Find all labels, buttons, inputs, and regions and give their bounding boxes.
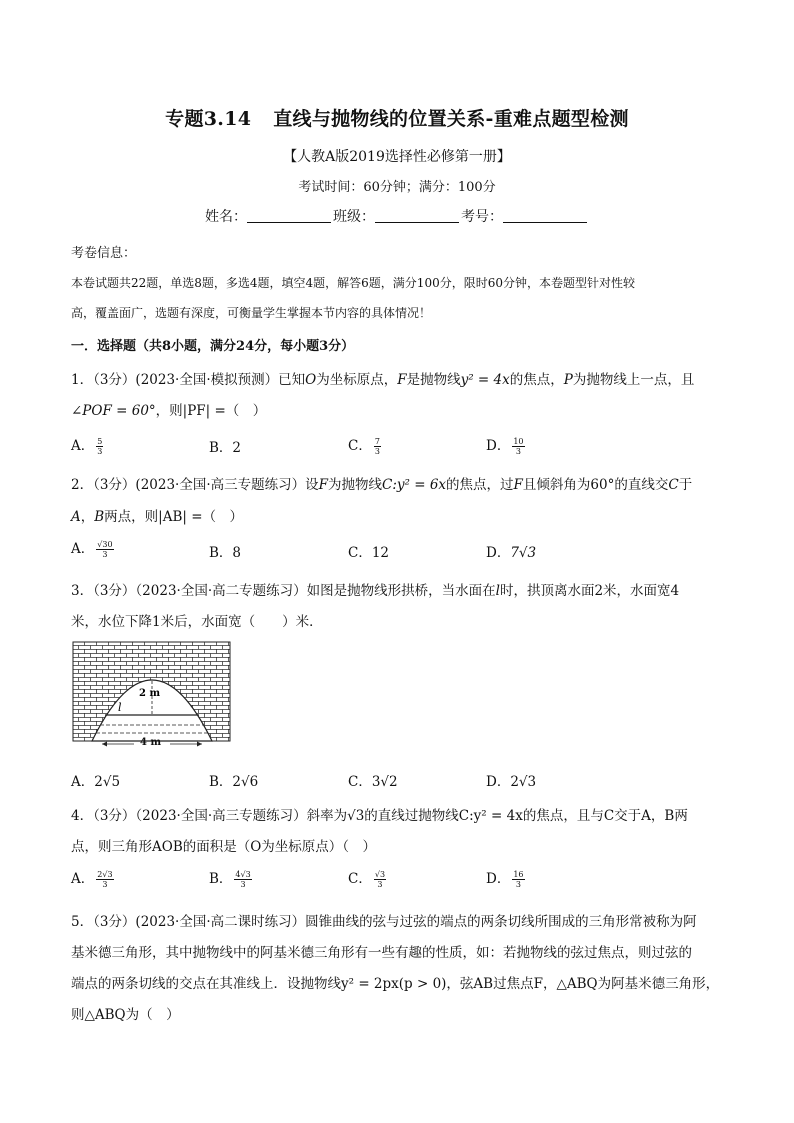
q2-text: 于 bbox=[678, 477, 693, 493]
number-label: 考号： bbox=[461, 209, 503, 225]
q2-var-a: A bbox=[71, 509, 81, 525]
option-letter: D． bbox=[486, 871, 511, 887]
page-title bbox=[0, 104, 794, 131]
title-text: 直线与抛物线的位置关系-重难点题型检测 bbox=[273, 108, 629, 130]
denominator: 3 bbox=[515, 447, 521, 456]
question-2-line-2 bbox=[71, 505, 243, 525]
name-label: 姓名： bbox=[205, 209, 247, 225]
q3-var-l: l bbox=[495, 583, 500, 599]
q2-option-a[interactable] bbox=[71, 537, 114, 559]
label-4m: 4 m bbox=[140, 737, 162, 748]
option-letter: A． bbox=[71, 871, 95, 887]
q2-var-f: F bbox=[318, 477, 329, 493]
option-value: 7√3 bbox=[510, 545, 537, 561]
fraction bbox=[96, 540, 113, 559]
arch-bridge-svg bbox=[72, 641, 232, 743]
q1-angle: ∠POF = 60° bbox=[71, 403, 156, 419]
fraction bbox=[374, 870, 386, 889]
option-letter: D． bbox=[486, 438, 511, 454]
option-letter: C． bbox=[348, 774, 372, 790]
option-letter: D． bbox=[486, 774, 511, 790]
title-number: 专题3.14 bbox=[165, 108, 252, 130]
q2-option-c[interactable] bbox=[348, 541, 389, 561]
numerator: 5 bbox=[97, 437, 103, 446]
option-letter: D． bbox=[486, 545, 511, 561]
denominator: 3 bbox=[240, 880, 246, 889]
question-1-line-1 bbox=[71, 368, 694, 388]
q2-text: 的焦点，过 bbox=[446, 477, 514, 493]
class-label: 班级： bbox=[333, 209, 375, 225]
q4-option-c[interactable] bbox=[348, 867, 386, 889]
option-value: 2√5 bbox=[94, 774, 121, 790]
question-3-line-2: 米，水位下降1米后，水面宽（ ）米． bbox=[71, 614, 323, 630]
q1-text: 为抛物线上一点，且 bbox=[572, 372, 695, 388]
fraction bbox=[512, 437, 524, 456]
q3-option-c[interactable] bbox=[348, 770, 398, 790]
q1-option-a[interactable] bbox=[71, 434, 103, 456]
option-value: 2 bbox=[232, 440, 242, 456]
question-5-line-2: 基米德三角形，其中抛物线中的阿基米德三角形有一些有趣的性质，如：若抛物线的弦过焦点，则过弦的 bbox=[71, 945, 692, 961]
option-letter: B． bbox=[209, 440, 233, 456]
q2-text: 两点，则|AB| =（ ） bbox=[104, 509, 244, 525]
denominator: 3 bbox=[515, 880, 521, 889]
q1-text: 1．（3分）(2023·全国·模拟预测）已知 bbox=[71, 372, 306, 388]
q2-var-c: C bbox=[668, 477, 679, 493]
q1-var-o: O bbox=[305, 372, 317, 388]
question-4-line-1: 4．（3分）（2023·全国·高三专题练习）斜率为√3的直线过抛物线C:y² = 4x的焦点，且与C交于A，B两 bbox=[71, 808, 688, 824]
number-field[interactable] bbox=[503, 208, 587, 223]
option-letter: C． bbox=[348, 871, 372, 887]
option-letter: B． bbox=[209, 774, 233, 790]
option-value: 8 bbox=[232, 545, 242, 561]
fraction bbox=[234, 870, 251, 889]
q1-text: 是抛物线 bbox=[406, 372, 461, 388]
q2-var-f: F bbox=[513, 477, 523, 493]
name-field[interactable] bbox=[247, 208, 331, 223]
q1-var-f: F bbox=[397, 372, 407, 388]
arch-bridge-figure bbox=[72, 641, 232, 743]
option-letter: A． bbox=[71, 541, 95, 557]
q1-text: 为坐标原点， bbox=[316, 372, 398, 388]
denominator: 3 bbox=[102, 880, 108, 889]
option-value: 3√2 bbox=[371, 774, 398, 790]
question-4-line-2: 点，则三角形AOB的面积是（O为坐标原点）（ ） bbox=[71, 839, 377, 855]
label-2m: 2 m bbox=[139, 688, 161, 699]
q1-option-c[interactable] bbox=[348, 434, 381, 456]
q1-option-b[interactable] bbox=[209, 436, 241, 456]
question-1-line-2 bbox=[71, 399, 266, 419]
option-letter: C． bbox=[348, 545, 372, 561]
q2-text: 2．（3分）(2023·全国·高三专题练习）设 bbox=[71, 477, 319, 493]
q2-option-b[interactable] bbox=[209, 541, 241, 561]
numerator: 2√3 bbox=[97, 870, 113, 879]
numerator: 7 bbox=[374, 437, 380, 446]
q1-equation: y² = 4x bbox=[460, 372, 510, 388]
question-5-line-4: 则△ABQ为（ ） bbox=[71, 1007, 180, 1023]
q1-option-d[interactable] bbox=[486, 434, 525, 456]
q3-text: 时，拱顶离水面2米，水面宽4 bbox=[499, 583, 680, 599]
fraction bbox=[512, 870, 524, 889]
question-5-line-3: 端点的两条切线的交点在其准线上．设抛物线y² = 2px(p > 0)，弦AB过焦点F，△ABQ为阿基米德三角形， bbox=[71, 976, 720, 992]
fraction bbox=[96, 437, 103, 456]
option-letter: C． bbox=[348, 438, 372, 454]
q1-var-p: P bbox=[563, 372, 573, 388]
class-field[interactable] bbox=[375, 208, 459, 223]
fraction bbox=[96, 870, 113, 889]
denominator: 3 bbox=[377, 880, 383, 889]
numerator: √30 bbox=[97, 540, 113, 549]
option-letter: A． bbox=[71, 438, 95, 454]
exam-info: 考试时间：60分钟；满分：100分 bbox=[298, 180, 496, 195]
q1-text: ，则|PF| =（ ） bbox=[155, 403, 267, 419]
info-line-1: 本卷试题共22题，单选8题，多选4题，填空4题，解答6题，满分100分，限时60分钟，本卷题型针对性较 bbox=[71, 276, 635, 290]
denominator: 3 bbox=[97, 447, 103, 456]
denominator: 3 bbox=[374, 447, 380, 456]
fraction bbox=[374, 437, 381, 456]
numerator: 4√3 bbox=[235, 870, 251, 879]
q3-option-b[interactable] bbox=[209, 770, 258, 790]
option-letter: B． bbox=[209, 545, 233, 561]
q2-equation: C:y² = 6x bbox=[382, 477, 447, 493]
numerator: 10 bbox=[513, 437, 524, 446]
question-3-line-1 bbox=[71, 579, 679, 599]
section-heading: 一．选择题（共8小题，满分24分，每小题3分） bbox=[71, 339, 355, 354]
option-value: 2√6 bbox=[232, 774, 259, 790]
option-value: 12 bbox=[371, 545, 390, 561]
option-letter: B． bbox=[209, 871, 233, 887]
question-5-line-1: 5．（3分）(2023·全国·高二课时练习）圆锥曲线的弦与过弦的端点的两条切线所围成的三角形常被称为阿 bbox=[71, 914, 697, 930]
subtitle: 【人教A版2019选择性必修第一册】 bbox=[283, 149, 511, 165]
q3-option-d[interactable] bbox=[486, 770, 536, 790]
q4-option-d[interactable] bbox=[486, 867, 525, 889]
info-heading: 考卷信息： bbox=[71, 246, 137, 261]
q2-var-b: B bbox=[94, 509, 105, 525]
q2-text: 且倾斜角为60°的直线交 bbox=[522, 477, 669, 493]
q3-text: 3．（3分）（2023·全国·高二专题练习）如图是抛物线形拱桥，当水面在 bbox=[71, 583, 496, 599]
numerator: 16 bbox=[513, 870, 524, 879]
label-l: l bbox=[118, 701, 122, 714]
option-letter: A． bbox=[71, 774, 95, 790]
question-2-line-1 bbox=[71, 473, 692, 493]
q2-text: 为抛物线 bbox=[328, 477, 383, 493]
denominator: 3 bbox=[102, 550, 108, 559]
info-line-2: 高，覆盖面广，选题有深度，可衡量学生掌握本节内容的具体情况！ bbox=[71, 306, 432, 320]
info-paragraph bbox=[71, 268, 721, 328]
option-value: 2√3 bbox=[510, 774, 537, 790]
numerator: √3 bbox=[374, 870, 386, 879]
q4-option-b[interactable] bbox=[209, 867, 252, 889]
q4-option-a[interactable] bbox=[71, 867, 114, 889]
q1-text: 的焦点， bbox=[509, 372, 564, 388]
q2-option-d[interactable] bbox=[486, 541, 536, 561]
student-fields bbox=[0, 206, 794, 226]
q2-text: ， bbox=[80, 509, 95, 525]
q3-option-a[interactable] bbox=[71, 770, 120, 790]
